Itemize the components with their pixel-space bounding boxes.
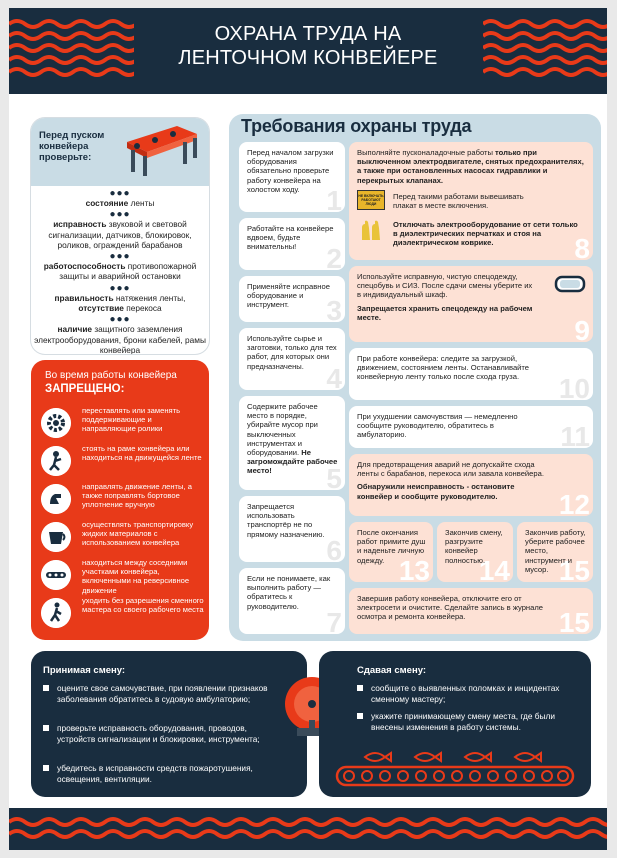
title-line-2: ЛЕНТОЧНОМ КОНВЕЙЕРЕ	[178, 47, 438, 69]
shift-end-panel	[319, 651, 591, 797]
gear-icon	[41, 408, 71, 438]
pre-start-check-card	[31, 118, 209, 354]
requirement-number: 15	[558, 555, 590, 582]
check-item	[31, 211, 209, 250]
check-item-bold: исправность	[53, 219, 107, 230]
check-item-text: звуковой и световой сигнализации, датчиков, блокировок, роликов, ограждений барабанов	[48, 219, 192, 250]
check-item-text: перекоса	[123, 303, 162, 314]
forbidden-item-text: переставлять или заменять поддерживающие и направляющие ролики	[82, 406, 181, 434]
requirement-bold: Обнаружили неисправность - остановите конвейер и сообщите руководителю.	[357, 482, 515, 501]
requirement-card-3	[239, 276, 345, 322]
requirement-card-5	[239, 396, 345, 490]
requirement-text: После окончания работ примите душ и наденьте личную одежду.	[357, 528, 426, 565]
shift-start-item-text: убедитесь в исправности средств пожаротушения, освещения, вентиляции.	[57, 763, 253, 784]
warning-sign-icon: НЕ ВКЛЮЧАТЬ РАБОТАЮТ ЛЮДИ	[357, 190, 385, 210]
conveyor-belt-fish-icon	[335, 747, 575, 789]
dots-icon: ●●●	[109, 251, 131, 263]
check-item-text: ленты	[128, 198, 155, 208]
forbidden-heading: Во время работы конвейера	[45, 370, 177, 381]
requirement-text	[239, 396, 345, 476]
requirement-card-1	[239, 142, 345, 212]
header	[9, 8, 607, 94]
dots-icon: ●●●	[109, 188, 131, 199]
requirement-card-14	[437, 522, 513, 582]
requirement-number: 1	[326, 185, 342, 212]
walking-person-icon	[41, 598, 71, 628]
requirement-text: Если не понимаете, как выполнить работу — обратитесь к руководителю.	[247, 574, 331, 611]
requirement-number: 3	[326, 295, 342, 322]
forbidden-item-text: стоять на раме конвейера или находиться на движущейся ленте	[82, 444, 202, 463]
bullet-icon	[43, 725, 49, 731]
shift-end-item	[371, 683, 577, 704]
shift-start-item-text: оцените свое самочувствие, при появлении признаков заболевания обратитесь в судовую амбулаторию;	[57, 683, 268, 704]
requirement-bold: Не загромождайте рабочее место!	[247, 448, 338, 476]
wave-decoration-right-icon	[483, 16, 607, 86]
forbidden-item-text: уходить без разрешения сменного мастера со своего рабочего места	[82, 596, 204, 615]
conveyor-illustration-icon	[119, 120, 203, 180]
check-item	[31, 253, 209, 282]
bullet-icon	[43, 765, 49, 771]
requirement-card-9	[349, 266, 593, 342]
requirement-text: При ухудшении самочувствия — немедленно сообщите руководителю, обратитесь в амбулаторию.	[357, 412, 518, 440]
liquid-bucket-icon	[41, 522, 71, 552]
check-item	[31, 190, 209, 208]
check-item-text: противопожарной защиты и аварийной остановки	[59, 261, 197, 282]
check-item-bold: правильность	[54, 292, 114, 303]
requirement-text: Применяйте исправное оборудование и инструмент.	[247, 282, 330, 310]
requirement-text: Используйте сырье и заготовки, только для тех работ, для которых они предназначены.	[247, 334, 337, 371]
requirement-text	[349, 142, 593, 185]
forbidden-item	[41, 558, 205, 596]
check-item-text: защитного заземления электрооборудования, брони кабелей, рамы конвейера	[34, 324, 206, 354]
requirement-text: Используйте исправную, чистую спецодежду, спецобувь и СИЗ. После сдачи смены уберите их в индивидуальный шкаф.	[357, 272, 533, 300]
forbidden-item	[41, 482, 205, 520]
requirement-number: 5	[326, 463, 342, 490]
dots-icon: ●●●	[109, 282, 131, 294]
requirement-number: 11	[560, 421, 590, 448]
requirement-card-7	[239, 568, 345, 634]
check-item-text: натяжения ленты,	[113, 292, 186, 303]
check-item	[31, 282, 209, 314]
forbidden-subheading: ЗАПРЕЩЕНО:	[45, 383, 125, 395]
requirement-text: Запрещается использовать транспортёр не по прямому назначению.	[247, 502, 325, 539]
requirement-bold: Отключать электрооборудование от сети только в диэлектрических перчатках и стоя на диэлектрическом коврике.	[393, 220, 578, 248]
requirement-card-10	[349, 348, 593, 400]
bullet-icon	[357, 713, 363, 719]
forbidden-item-text: осуществлять транспортировку жидких материалов с использованием конвейера	[82, 520, 194, 548]
requirement-text: Для предотвращения аварий не допускайте схода ленты с барабанов, перекоса или завала конвейера.	[357, 460, 544, 479]
shift-start-item	[57, 683, 275, 704]
requirement-number: 12	[558, 489, 590, 516]
check-list	[31, 190, 209, 354]
check-item-bold: состояние	[85, 198, 129, 208]
shift-start-panel	[31, 651, 307, 797]
wave-decoration-footer-icon	[9, 814, 607, 846]
requirement-number: 9	[574, 315, 590, 342]
shift-end-item	[371, 711, 577, 732]
requirement-bold: только при выключенном электродвигателе, снятых предохранителях, а также при остановленных насосах гидравлики и перекрытых клапанах.	[357, 148, 584, 185]
requirement-text: Перед началом загрузки оборудования обязательно проверьте работу конвейера на холостом ходу.	[247, 148, 334, 194]
shift-start-item	[57, 763, 275, 784]
requirement-number: 10	[558, 373, 590, 400]
requirement-text: Закончив смену, разгрузите конвейер полностью.	[445, 528, 503, 565]
safety-goggles-icon	[553, 272, 587, 296]
check-item-bold: работоспособность	[43, 261, 126, 272]
requirement-card-4	[239, 328, 345, 390]
shift-end-item-text: укажите принимающему смену места, где были внесены изменения в работу системы.	[371, 711, 555, 732]
requirements-title: Требования охраны труда	[241, 116, 472, 136]
requirement-text: Закончив работу, уберите рабочее место, инструмент и мусор.	[525, 528, 586, 574]
requirement-card-15a	[517, 522, 593, 582]
requirement-number: 7	[326, 607, 342, 634]
person-on-belt-icon	[41, 446, 71, 476]
shift-end-heading: Сдавая смену:	[357, 665, 427, 676]
requirement-number: 2	[326, 243, 342, 270]
forbidden-card	[31, 360, 209, 640]
forbidden-item	[41, 406, 205, 444]
bullet-icon	[43, 685, 49, 691]
check-heading: Перед пуском конвейера проверьте:	[39, 130, 105, 163]
check-item	[31, 316, 209, 354]
requirement-number: 15	[558, 607, 590, 634]
check-item-bold: наличие	[57, 324, 93, 335]
requirement-bold: Запрещается хранить спецодежду на рабочем месте.	[357, 303, 533, 322]
shift-start-item	[57, 723, 275, 744]
requirement-number: 14	[478, 555, 510, 582]
requirement-number: 4	[326, 363, 342, 390]
requirement-card-2	[239, 218, 345, 270]
requirement-card-13	[349, 522, 433, 582]
dots-icon: ●●●	[109, 314, 131, 326]
dielectric-gloves-icon	[359, 218, 385, 244]
requirement-text-part: Содержите рабочее место в порядке, убирайте мусор при выключенных инструментах и оборудовании.	[247, 402, 318, 458]
requirement-card-11	[349, 406, 593, 448]
requirement-text: Завершив работу конвейера, отключите его от электросети и очистите. Сделайте запись в журнале осмотра и ремонта конвейера.	[357, 594, 543, 622]
requirement-text-part: Выполняйте пусконаладочные работы	[357, 148, 496, 157]
forbidden-item	[41, 596, 205, 634]
poster	[9, 8, 607, 850]
shift-start-item-text: проверьте исправность оборудования, проводов, устройств сигнализации и блокировки, инструмента;	[57, 723, 260, 744]
title-line-1: ОХРАНА ТРУДА НА	[214, 23, 402, 45]
requirement-card-12	[349, 454, 593, 516]
forbidden-item-text: направлять движение ленты, а также поправлять бортовое уплотнение вручную	[82, 482, 192, 510]
requirement-number: 13	[398, 555, 430, 582]
shift-start-heading: Принимая смену:	[43, 665, 126, 676]
forbidden-item-text: находиться между соседними участками конвейера, включенными на реверсивное движение	[82, 558, 190, 595]
bullet-icon	[357, 685, 363, 691]
requirement-number: 6	[326, 535, 342, 562]
dots-icon: ●●●	[109, 209, 131, 221]
requirement-number: 8	[574, 233, 590, 260]
wave-decoration-left-icon	[9, 16, 134, 86]
page-title	[139, 22, 477, 70]
requirement-text: Перед такими работами вывешивать плакат в месте включения.	[393, 192, 524, 211]
shift-end-item-text: сообщите о выявленных поломках и инцидентах сменному мастеру;	[371, 683, 560, 704]
requirement-card-6	[239, 496, 345, 562]
hand-icon	[41, 484, 71, 514]
forbidden-item	[41, 444, 205, 482]
requirement-card-8	[349, 142, 593, 260]
forbidden-item	[41, 520, 205, 558]
check-item-bold: отсутствие	[78, 303, 124, 314]
footer	[9, 808, 607, 850]
requirement-card-15b	[349, 588, 593, 634]
conveyor-rollers-icon	[41, 560, 71, 590]
requirement-text: При работе конвейера: следите за загрузкой, движением, состоянием ленты. Останавливайте конвейерную ленту только после схода груза.	[357, 354, 530, 382]
requirement-text: Работайте на конвейере вдвоем, будьте внимательны!	[247, 224, 334, 252]
